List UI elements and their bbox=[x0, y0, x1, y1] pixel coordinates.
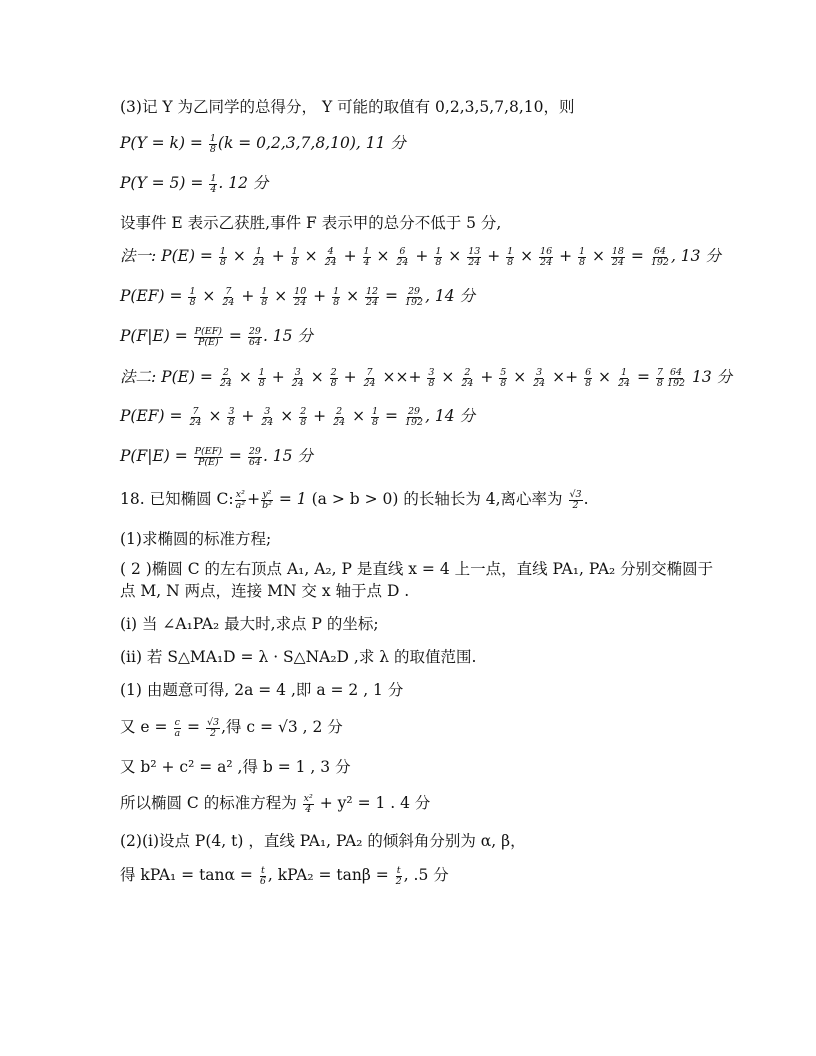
formula-text: . 15 分 bbox=[262, 327, 313, 345]
question-18-part2: ( 2 )椭圆 C 的左右顶点 A₁, A₂, P 是直线 x = 4 上一点，直线 PA₁, PA₂ 分别交椭圆于点 M, N 两点，连接 MN 交 x 轴于点 D . bbox=[120, 560, 714, 600]
formula-text: 所以椭圆 C 的标准方程为 bbox=[120, 794, 302, 812]
formula-text: 13 分 bbox=[687, 368, 733, 386]
operator: + bbox=[236, 407, 260, 425]
operator: × bbox=[233, 368, 257, 386]
text-line-part3-intro: (3)记 Y 为乙同学的总得分， Y 可能的取值有 0,2,3,5,7,8,10，则 bbox=[120, 98, 575, 116]
operator: + bbox=[266, 368, 290, 386]
solution-line-6 bbox=[120, 864, 720, 887]
fraction: $\frac{t}{6}$ bbox=[259, 864, 266, 887]
fraction: $\frac{29}{64}$ bbox=[248, 445, 261, 468]
fraction: $\frac{1}{8}$ bbox=[219, 245, 226, 268]
operator: + bbox=[338, 247, 362, 265]
operator: = bbox=[224, 327, 247, 345]
formula-text: 法二: P(E) = bbox=[120, 368, 218, 386]
fraction: $\frac{2}{24}$ bbox=[219, 366, 232, 389]
operator: × bbox=[203, 407, 227, 425]
question-18-part2-i: (i) 当 ∠A₁PA₂ 最大时,求点 P 的坐标; bbox=[120, 615, 379, 633]
fraction: $\frac{6}{8}$ bbox=[585, 366, 592, 389]
fraction: $\frac{√3}{2}$ bbox=[569, 488, 582, 511]
formula-line-method1-pef bbox=[120, 285, 720, 308]
operator: + bbox=[338, 368, 362, 386]
operator: × bbox=[515, 247, 539, 265]
formula-text: ,得 c = √3 , 2 分 bbox=[221, 718, 343, 736]
fraction: $\frac{7}{8}$ bbox=[656, 366, 663, 389]
solution-line-5: (2)(i)设点 P(4, t) ，直线 PA₁, PA₂ 的倾斜角分别为 α, β， bbox=[120, 832, 526, 850]
operator: ××+ bbox=[377, 368, 427, 386]
question-text: (a > b > 0) 的长轴长为 4,离心率为 bbox=[311, 490, 563, 508]
question-18-part1: (1)求椭圆的标准方程; bbox=[120, 530, 272, 548]
fraction: $\frac{\text{y²}}{\text{b²}}$ bbox=[262, 488, 272, 511]
formula-line-method2-pef bbox=[120, 405, 720, 428]
formula-text: 得 kPA₁ = tanα = bbox=[120, 866, 258, 884]
formula-text: + y² = 1 . 4 分 bbox=[314, 794, 431, 812]
fraction: $\frac{1}{8}$ bbox=[258, 366, 265, 389]
operator: × bbox=[443, 247, 467, 265]
operator: + bbox=[266, 247, 290, 265]
formula-text: (k = 0,2,3,7,8,10), 11 分 bbox=[217, 134, 406, 152]
fraction: $\frac{2}{8}$ bbox=[330, 366, 337, 389]
solution-line-1: (1) 由题意可得, 2a = 4 ,即 a = 2 , 1 分 bbox=[120, 681, 404, 699]
operator: × bbox=[587, 247, 610, 265]
operator: × bbox=[341, 287, 364, 305]
fraction: $\frac{10}{24}$ bbox=[294, 285, 307, 308]
formula-text: P(Y = 5) = bbox=[120, 174, 209, 192]
fraction: $\frac{5}{8}$ bbox=[500, 366, 507, 389]
operator: ×+ bbox=[547, 368, 584, 386]
formula-text: . 15 分 bbox=[262, 447, 313, 465]
solution-line-4 bbox=[120, 792, 720, 815]
fraction: $\frac{3}{8}$ bbox=[228, 405, 235, 428]
fraction: $\frac{12}{24}$ bbox=[365, 285, 379, 308]
text-line-events: 设事件 E 表示乙获胜,事件 F 表示甲的总分不低于 5 分, bbox=[120, 214, 502, 232]
fraction: $\frac{1}{8}$ bbox=[333, 285, 340, 308]
fraction: $\frac{1}{24}$ bbox=[252, 245, 265, 268]
operator: + bbox=[308, 287, 332, 305]
fraction: $\frac{1}{8}$ bbox=[209, 132, 216, 155]
fraction: $\frac{29}{64}$ bbox=[248, 325, 261, 348]
operator: = bbox=[380, 287, 403, 305]
formula-line-method2-pe bbox=[120, 366, 733, 389]
formula-text: , 13 分 bbox=[670, 247, 721, 265]
fraction: $\frac{64}{192}$ bbox=[666, 366, 686, 389]
fraction: $\frac{1}{8}$ bbox=[189, 285, 196, 308]
fraction: $\frac{√3}{2}$ bbox=[206, 716, 220, 739]
operator: × bbox=[305, 368, 329, 386]
fraction: $\frac{1}{4}$ bbox=[363, 245, 370, 268]
solution-line-3: 又 b² + c² = a² ,得 b = 1 , 3 分 bbox=[120, 758, 351, 776]
formula-line-method1-pe bbox=[120, 245, 720, 268]
question-18-stem: 18. 已知椭圆 C: $\frac{\text{x²}}{\text{a²}}$ + $\frac{\text{y²}}{\text{b²}}$ = 1 (a > b > 0) 的长轴长为 4,离心率为 $\frac{√3}{2}$ . bbox=[120, 488, 589, 511]
formula-text: P(EF) = bbox=[120, 287, 188, 305]
fraction: $\frac{18}{24}$ bbox=[611, 245, 624, 268]
operator: + bbox=[554, 247, 577, 265]
fraction: $\frac{P(EF)}{P(E)}$ bbox=[194, 325, 222, 348]
solution-line-2: 又 e = $\frac{c}{a}$ = $\frac{√3}{2}$ ,得 c = √3 , 2 分 bbox=[120, 716, 343, 739]
fraction: $\frac{1}{8}$ bbox=[261, 285, 268, 308]
fraction: $\frac{\text{x²}}{4}$ bbox=[303, 792, 313, 815]
operator: + bbox=[236, 287, 260, 305]
operator: × bbox=[347, 407, 371, 425]
fraction: $\frac{\text{x²}}{\text{a²}}$ bbox=[235, 488, 246, 511]
fraction: $\frac{3}{24}$ bbox=[261, 405, 274, 428]
operator: × bbox=[371, 247, 395, 265]
fraction: $\frac{1}{4}$ bbox=[210, 172, 217, 195]
fraction: $\frac{3}{24}$ bbox=[291, 366, 304, 389]
fraction: $\frac{29}{192}$ bbox=[404, 405, 424, 428]
fraction: $\frac{2}{24}$ bbox=[461, 366, 474, 389]
fraction: $\frac{c}{a}$ bbox=[174, 716, 181, 739]
formula-text: 又 e = bbox=[120, 718, 173, 736]
operator: × bbox=[593, 368, 616, 386]
operator: + bbox=[308, 407, 332, 425]
operator: = bbox=[632, 368, 655, 386]
fraction: $\frac{7}{24}$ bbox=[189, 405, 202, 428]
fraction: $\frac{7}{24}$ bbox=[363, 366, 376, 389]
formula-line-py-5 bbox=[120, 172, 720, 195]
formula-line-py-k bbox=[120, 132, 720, 155]
formula-text: P(EF) = bbox=[120, 407, 188, 425]
fraction: $\frac{3}{8}$ bbox=[428, 366, 435, 389]
question-18-part2-ii: (ii) 若 S△MA₁D = λ · S△NA₂D ,求 λ 的取值范围. bbox=[120, 648, 477, 666]
formula-text: P(F|E) = bbox=[120, 447, 193, 465]
formula-text: 法一: P(E) = bbox=[120, 247, 218, 265]
operator: = bbox=[224, 447, 247, 465]
operator: × bbox=[508, 368, 532, 386]
operator: + bbox=[475, 368, 499, 386]
operator: × bbox=[269, 287, 293, 305]
operator: = bbox=[380, 407, 403, 425]
fraction: $\frac{1}{8}$ bbox=[507, 245, 514, 268]
fraction: $\frac{t}{2}$ bbox=[395, 864, 402, 887]
question-text: 18. 已知椭圆 C: bbox=[120, 490, 234, 508]
formula-text: , .5 分 bbox=[403, 866, 449, 884]
fraction: $\frac{4}{24}$ bbox=[324, 245, 337, 268]
fraction: $\frac{7}{24}$ bbox=[222, 285, 235, 308]
operator: × bbox=[227, 247, 251, 265]
fraction: $\frac{P(EF)}{P(E)}$ bbox=[194, 445, 222, 468]
formula-text: , 14 分 bbox=[425, 287, 476, 305]
fraction: $\frac{1}{8}$ bbox=[291, 245, 298, 268]
fraction: $\frac{13}{24}$ bbox=[468, 245, 481, 268]
operator: × bbox=[275, 407, 299, 425]
formula-text: , kPA₂ = tanβ = bbox=[267, 866, 394, 884]
fraction: $\frac{3}{24}$ bbox=[533, 366, 546, 389]
fraction: $\frac{1}{24}$ bbox=[617, 366, 631, 389]
operator: + bbox=[410, 247, 434, 265]
operator: × bbox=[299, 247, 323, 265]
formula-text: , 14 分 bbox=[425, 407, 476, 425]
formula-line-method1-pfe bbox=[120, 325, 720, 348]
formula-text: P(Y = k) = bbox=[120, 134, 208, 152]
formula-text: . 12 分 bbox=[218, 174, 269, 192]
operator: × bbox=[436, 368, 460, 386]
fraction: $\frac{1}{8}$ bbox=[578, 245, 586, 268]
fraction: $\frac{1}{8}$ bbox=[435, 245, 442, 268]
fraction: $\frac{2}{24}$ bbox=[333, 405, 346, 428]
formula-line-method2-pfe bbox=[120, 445, 720, 468]
operator: + bbox=[482, 247, 506, 265]
fraction: $\frac{2}{8}$ bbox=[300, 405, 307, 428]
fraction: $\frac{6}{24}$ bbox=[396, 245, 409, 268]
fraction: $\frac{29}{192}$ bbox=[404, 285, 424, 308]
fraction: $\frac{64}{192}$ bbox=[650, 245, 669, 268]
fraction: $\frac{16}{24}$ bbox=[540, 245, 553, 268]
formula-text: P(F|E) = bbox=[120, 327, 193, 345]
operator: = bbox=[625, 247, 649, 265]
operator: × bbox=[197, 287, 221, 305]
fraction: $\frac{1}{8}$ bbox=[372, 405, 379, 428]
